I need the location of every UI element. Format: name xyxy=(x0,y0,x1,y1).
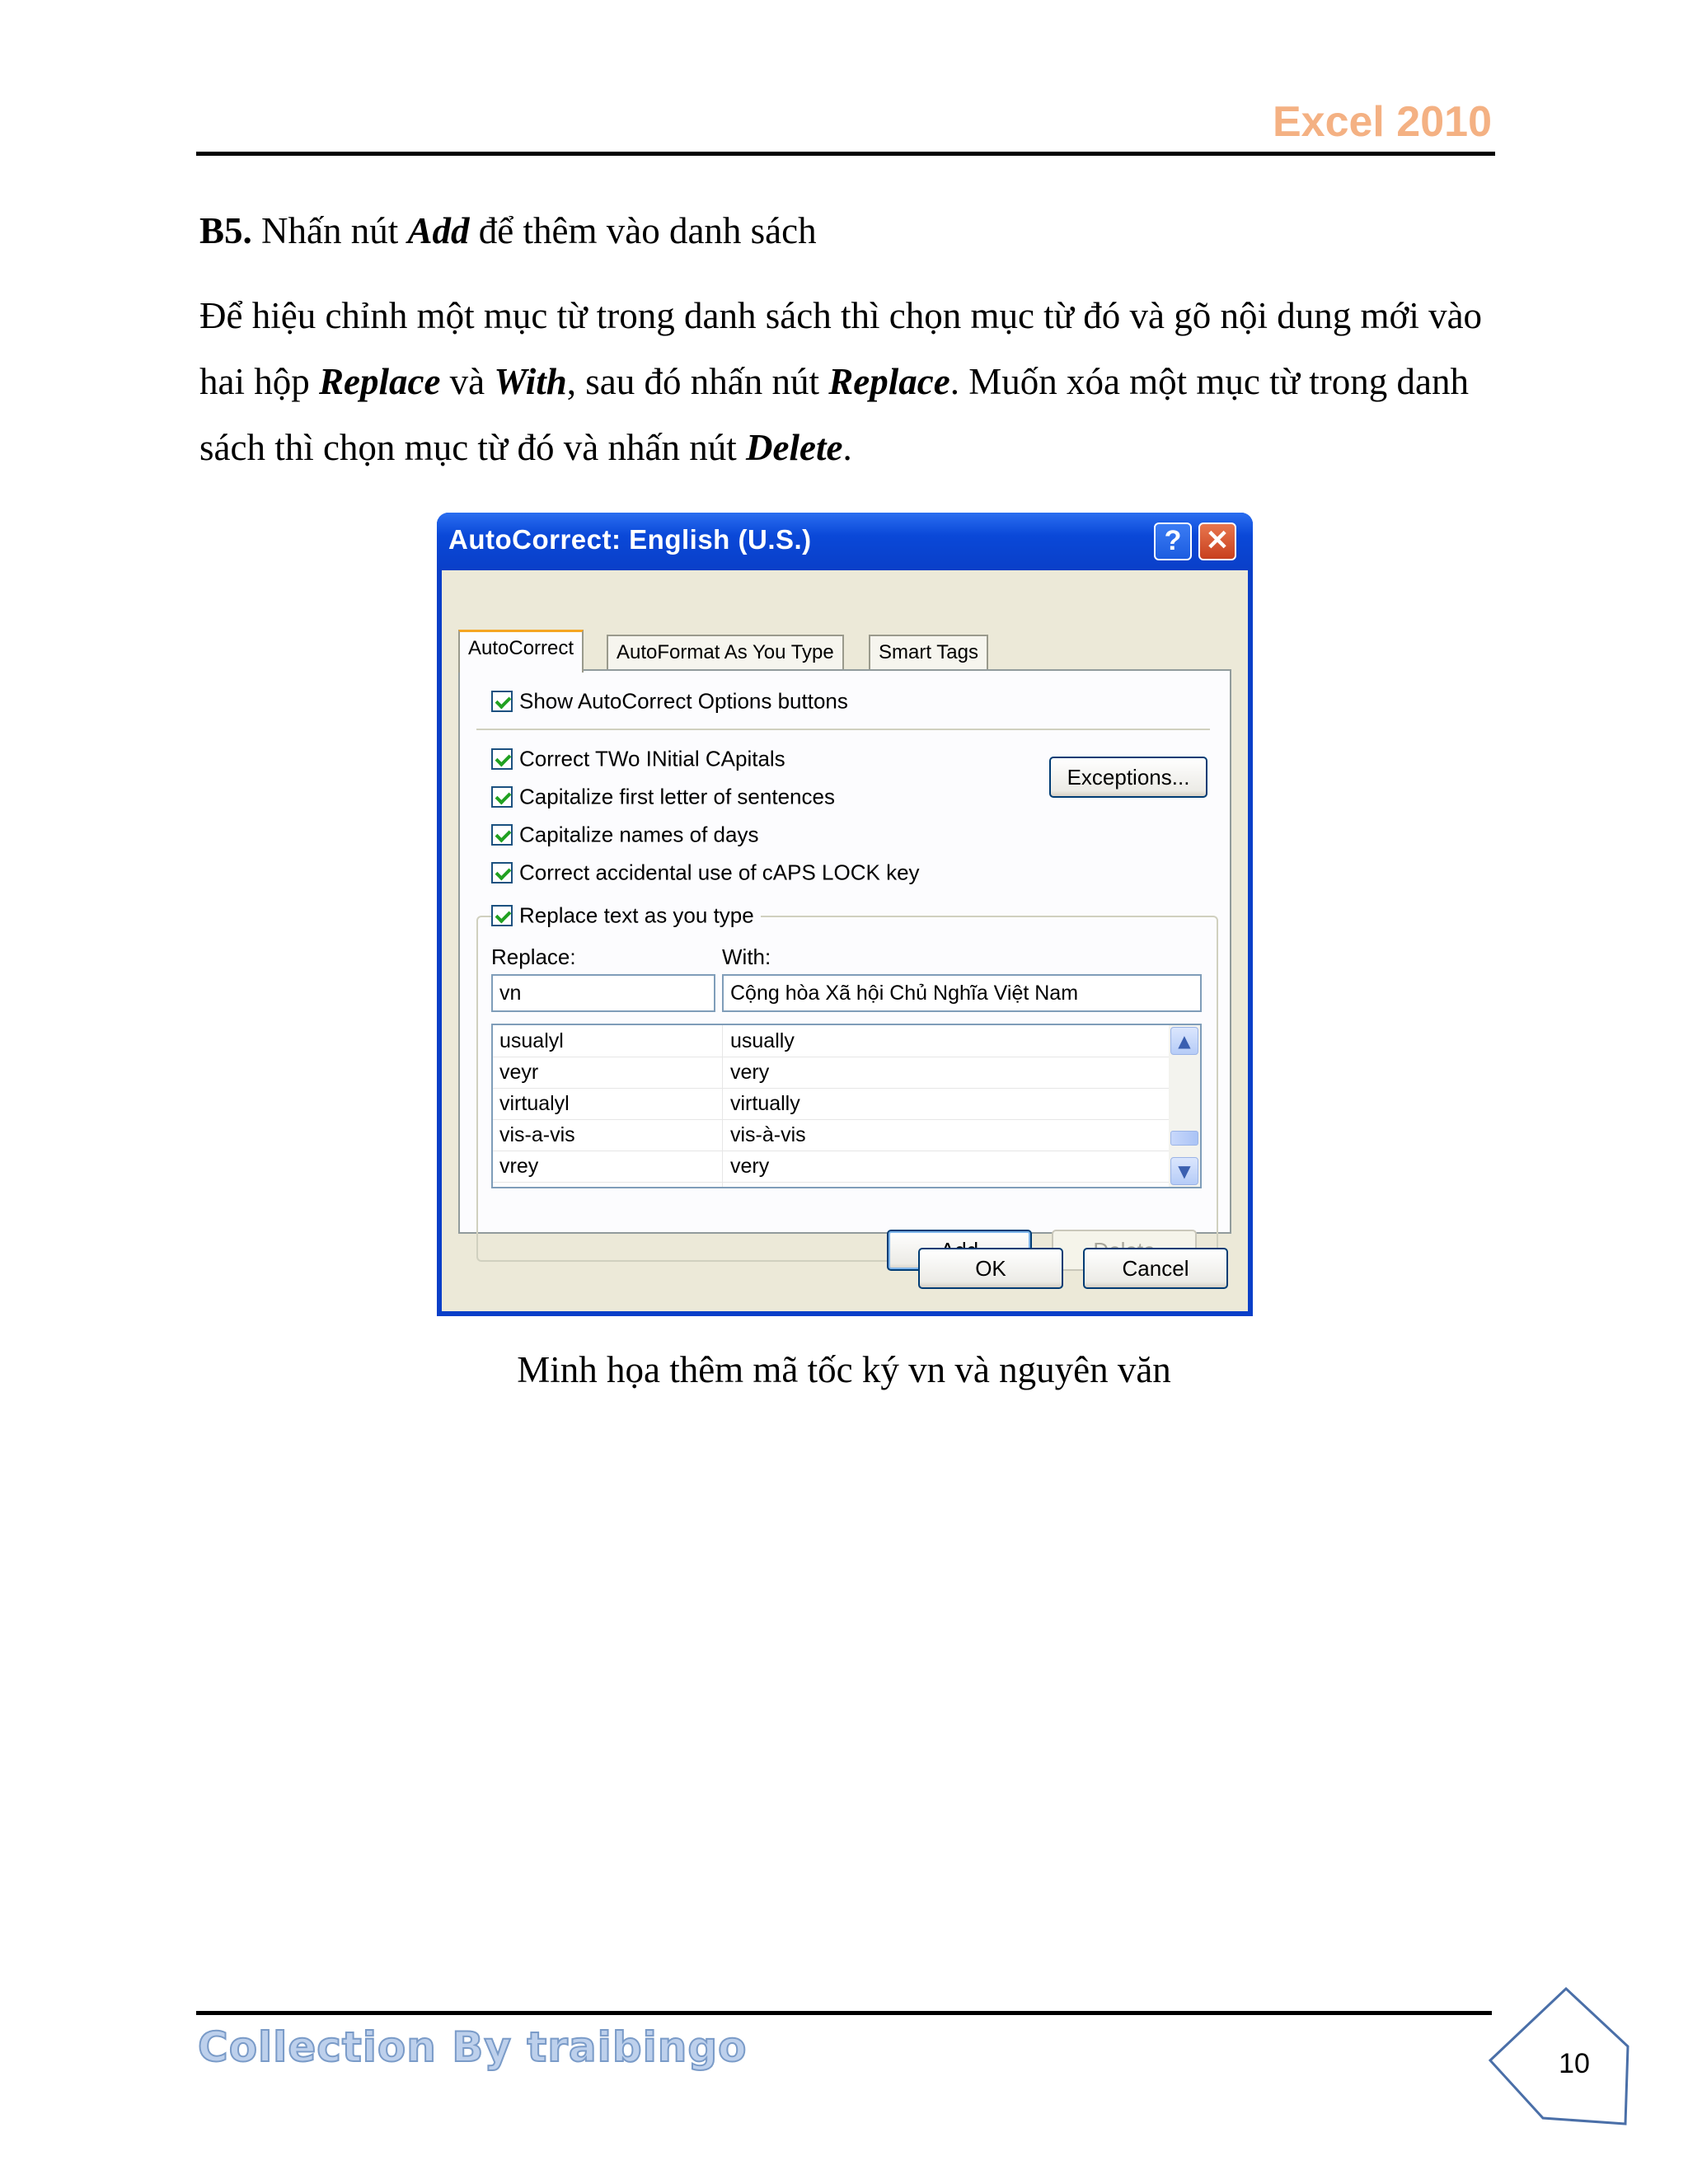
scroll-down-icon[interactable]: ▼ xyxy=(1170,1157,1198,1185)
option-capitalize-days[interactable] xyxy=(491,821,758,848)
step-text-b: để thêm vào danh sách xyxy=(469,210,817,251)
show-options-label: Show AutoCorrect Options buttons xyxy=(519,688,848,714)
replace-input[interactable]: vn xyxy=(491,974,715,1012)
list-scrollbar[interactable] xyxy=(1169,1025,1200,1187)
checkbox-icon xyxy=(491,748,513,770)
separator xyxy=(476,729,1210,730)
list-item[interactable] xyxy=(493,1088,1169,1120)
list-item-with: usually xyxy=(730,1029,795,1052)
option-two-initial-caps[interactable] xyxy=(491,745,785,772)
autocorrect-panel xyxy=(458,669,1231,1234)
with-input[interactable]: Cộng hòa Xã hội Chủ Nghĩa Việt Nam xyxy=(722,974,1202,1012)
header-title: Excel 2010 xyxy=(1272,98,1492,146)
option-label: Correct TWo INitial CApitals xyxy=(519,746,785,771)
replace-label: Replace: xyxy=(491,944,576,969)
paragraph-step-b5 xyxy=(199,198,817,264)
close-button[interactable]: ✕ xyxy=(1198,523,1236,560)
help-button[interactable]: ? xyxy=(1154,523,1192,560)
list-item-with: very xyxy=(730,1155,770,1178)
exceptions-button[interactable]: Exceptions... xyxy=(1049,757,1207,798)
footer-rule xyxy=(196,2011,1492,2015)
footer-brand: Collection By traibingo xyxy=(198,2023,748,2071)
p2-text-4: . Muốn xóa một mục từ trong danh sách thì chọn mục từ đó và nhấn nút xyxy=(199,361,1470,468)
checkbox-icon xyxy=(491,905,513,926)
option-caps-lock[interactable] xyxy=(491,859,920,886)
checkbox-icon xyxy=(491,824,513,846)
list-item-replace: vrey xyxy=(499,1155,539,1178)
list-item[interactable] xyxy=(493,1025,1169,1057)
dialog-client xyxy=(442,570,1248,1311)
list-item-with: very xyxy=(730,1061,770,1084)
autocorrect-list[interactable] xyxy=(491,1024,1202,1188)
cancel-button[interactable]: Cancel xyxy=(1083,1248,1228,1289)
p2-text-2: và xyxy=(440,361,495,402)
replace-as-type-label: Replace text as you type xyxy=(519,902,754,928)
with-label: With: xyxy=(722,944,771,969)
list-item-replace: veyr xyxy=(499,1061,539,1084)
tab-autoformat[interactable]: AutoFormat As You Type xyxy=(607,635,844,671)
list-item[interactable] xyxy=(493,1151,1169,1183)
list-item-replace: usualyl xyxy=(499,1029,564,1052)
checkbox-icon xyxy=(491,691,513,712)
figure-caption: Minh họa thêm mã tốc ký vn và nguyên văn xyxy=(517,1349,1171,1390)
step-add-word: Add xyxy=(407,210,470,251)
show-options-checkbox[interactable] xyxy=(491,687,848,715)
option-label: Correct accidental use of cAPS LOCK key xyxy=(519,860,920,885)
list-item[interactable] xyxy=(493,1119,1169,1151)
scroll-thumb[interactable] xyxy=(1170,1131,1198,1146)
list-item-with: virtually xyxy=(730,1092,800,1115)
tab-smart-tags[interactable]: Smart Tags xyxy=(869,635,988,671)
option-label: Capitalize first letter of sentences xyxy=(519,784,835,809)
p2-replace-word: Replace xyxy=(318,361,441,402)
p2-text-1: Để hiệu chỉnh một mục từ trong danh sách thì chọn mục từ đó và gõ nội dung mới vào hai hộp xyxy=(199,295,1483,402)
step-label: B5. xyxy=(199,210,252,251)
scroll-up-icon[interactable]: ▲ xyxy=(1170,1027,1198,1055)
p2-with-word: With xyxy=(494,361,567,402)
p2-text-3: , sau đó nhấn nút xyxy=(566,361,829,402)
checkbox-icon xyxy=(491,786,513,808)
p2-replace-word-2: Replace xyxy=(828,361,950,402)
page-number: 10 xyxy=(1559,2048,1590,2079)
step-text-a: Nhấn nút xyxy=(251,210,408,251)
dialog-title: AutoCorrect: English (U.S.) xyxy=(448,524,812,555)
list-item-replace: vis-a-vis xyxy=(499,1123,575,1146)
header-rule xyxy=(196,152,1495,156)
replace-as-type-checkbox[interactable] xyxy=(491,902,761,929)
dialog-titlebar[interactable] xyxy=(437,513,1253,570)
option-label: Capitalize names of days xyxy=(519,822,759,847)
tab-autocorrect[interactable]: AutoCorrect xyxy=(458,630,584,673)
option-capitalize-sentences[interactable] xyxy=(491,783,835,810)
ok-button[interactable]: OK xyxy=(918,1248,1063,1289)
checkbox-icon xyxy=(491,862,513,883)
list-item[interactable] xyxy=(493,1057,1169,1089)
p2-text-5: . xyxy=(842,427,852,468)
list-item-replace: virtualyl xyxy=(499,1092,570,1115)
p2-delete-word: Delete xyxy=(746,427,843,468)
paragraph-edit-instructions xyxy=(199,283,1502,480)
list-item-with: vis-à-vis xyxy=(730,1123,806,1146)
autocorrect-dialog xyxy=(437,513,1253,1316)
